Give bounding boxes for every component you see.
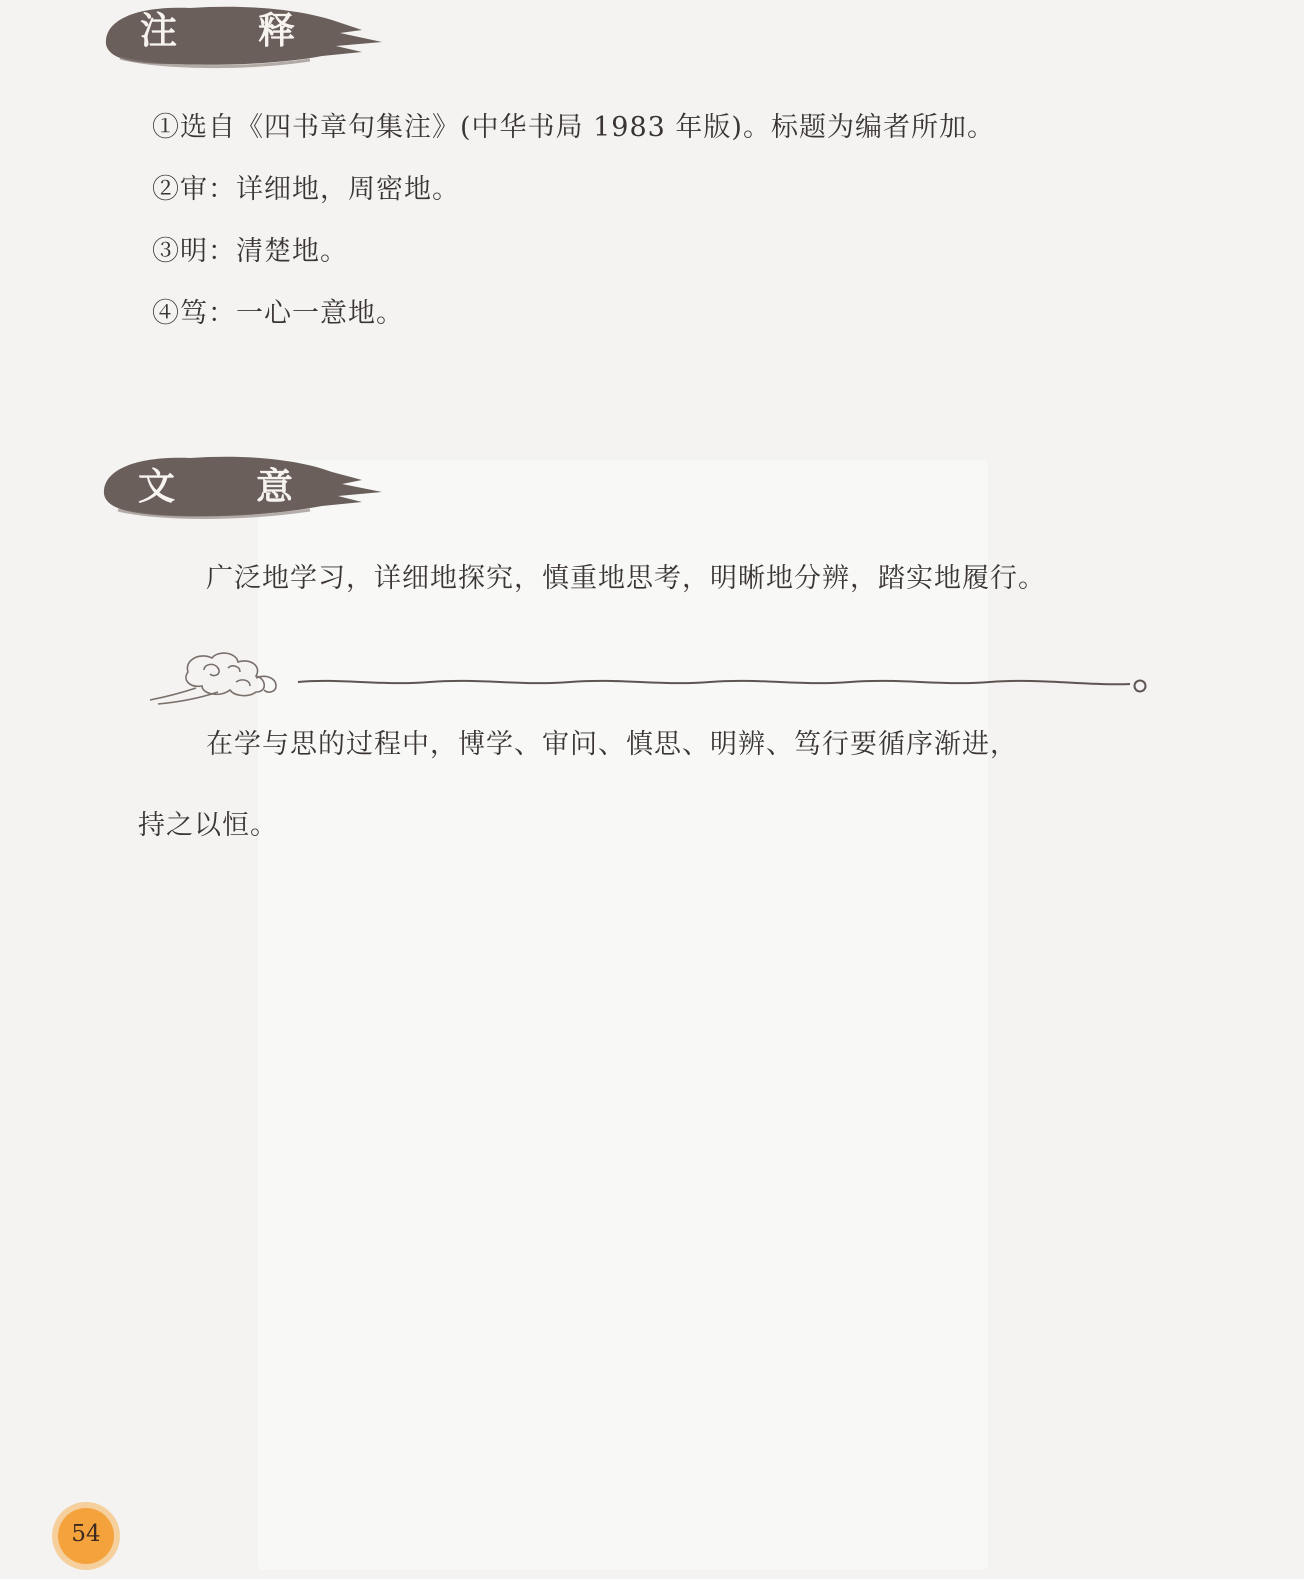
cloud-ornament-icon xyxy=(140,648,1160,708)
meaning-section-banner xyxy=(100,450,385,528)
notes-section-banner xyxy=(100,0,385,78)
insight-line-1: 在学与思的过程中，博学、审问、慎思、明辨、笃行要循序渐进， xyxy=(206,729,1018,760)
insight-line-2: 持之以恒。 xyxy=(138,810,278,841)
notes-heading-char-1: 注 xyxy=(140,8,177,52)
page-background-panel xyxy=(258,460,988,1570)
meaning-heading-char-1: 文 xyxy=(138,464,175,508)
meaning-text: 广泛地学习，详细地探究，慎重地思考，明晰地分辨，踏实地履行。 xyxy=(206,563,1046,594)
note-item-1: ①选自《四书章句集注》(中华书局 1983 年版)。标题为编者所加。 xyxy=(152,112,995,143)
note-item-3: ③明：清楚地。 xyxy=(152,236,348,267)
page-number: 54 xyxy=(71,1521,101,1547)
page-number-badge xyxy=(48,1498,124,1574)
notes-heading-char-2: 释 xyxy=(258,8,295,52)
meaning-heading-char-2: 意 xyxy=(256,464,293,508)
cloud-divider xyxy=(140,648,1160,712)
note-item-4: ④笃：一心一意地。 xyxy=(152,298,404,329)
note-item-2: ②审：详细地，周密地。 xyxy=(152,174,460,205)
